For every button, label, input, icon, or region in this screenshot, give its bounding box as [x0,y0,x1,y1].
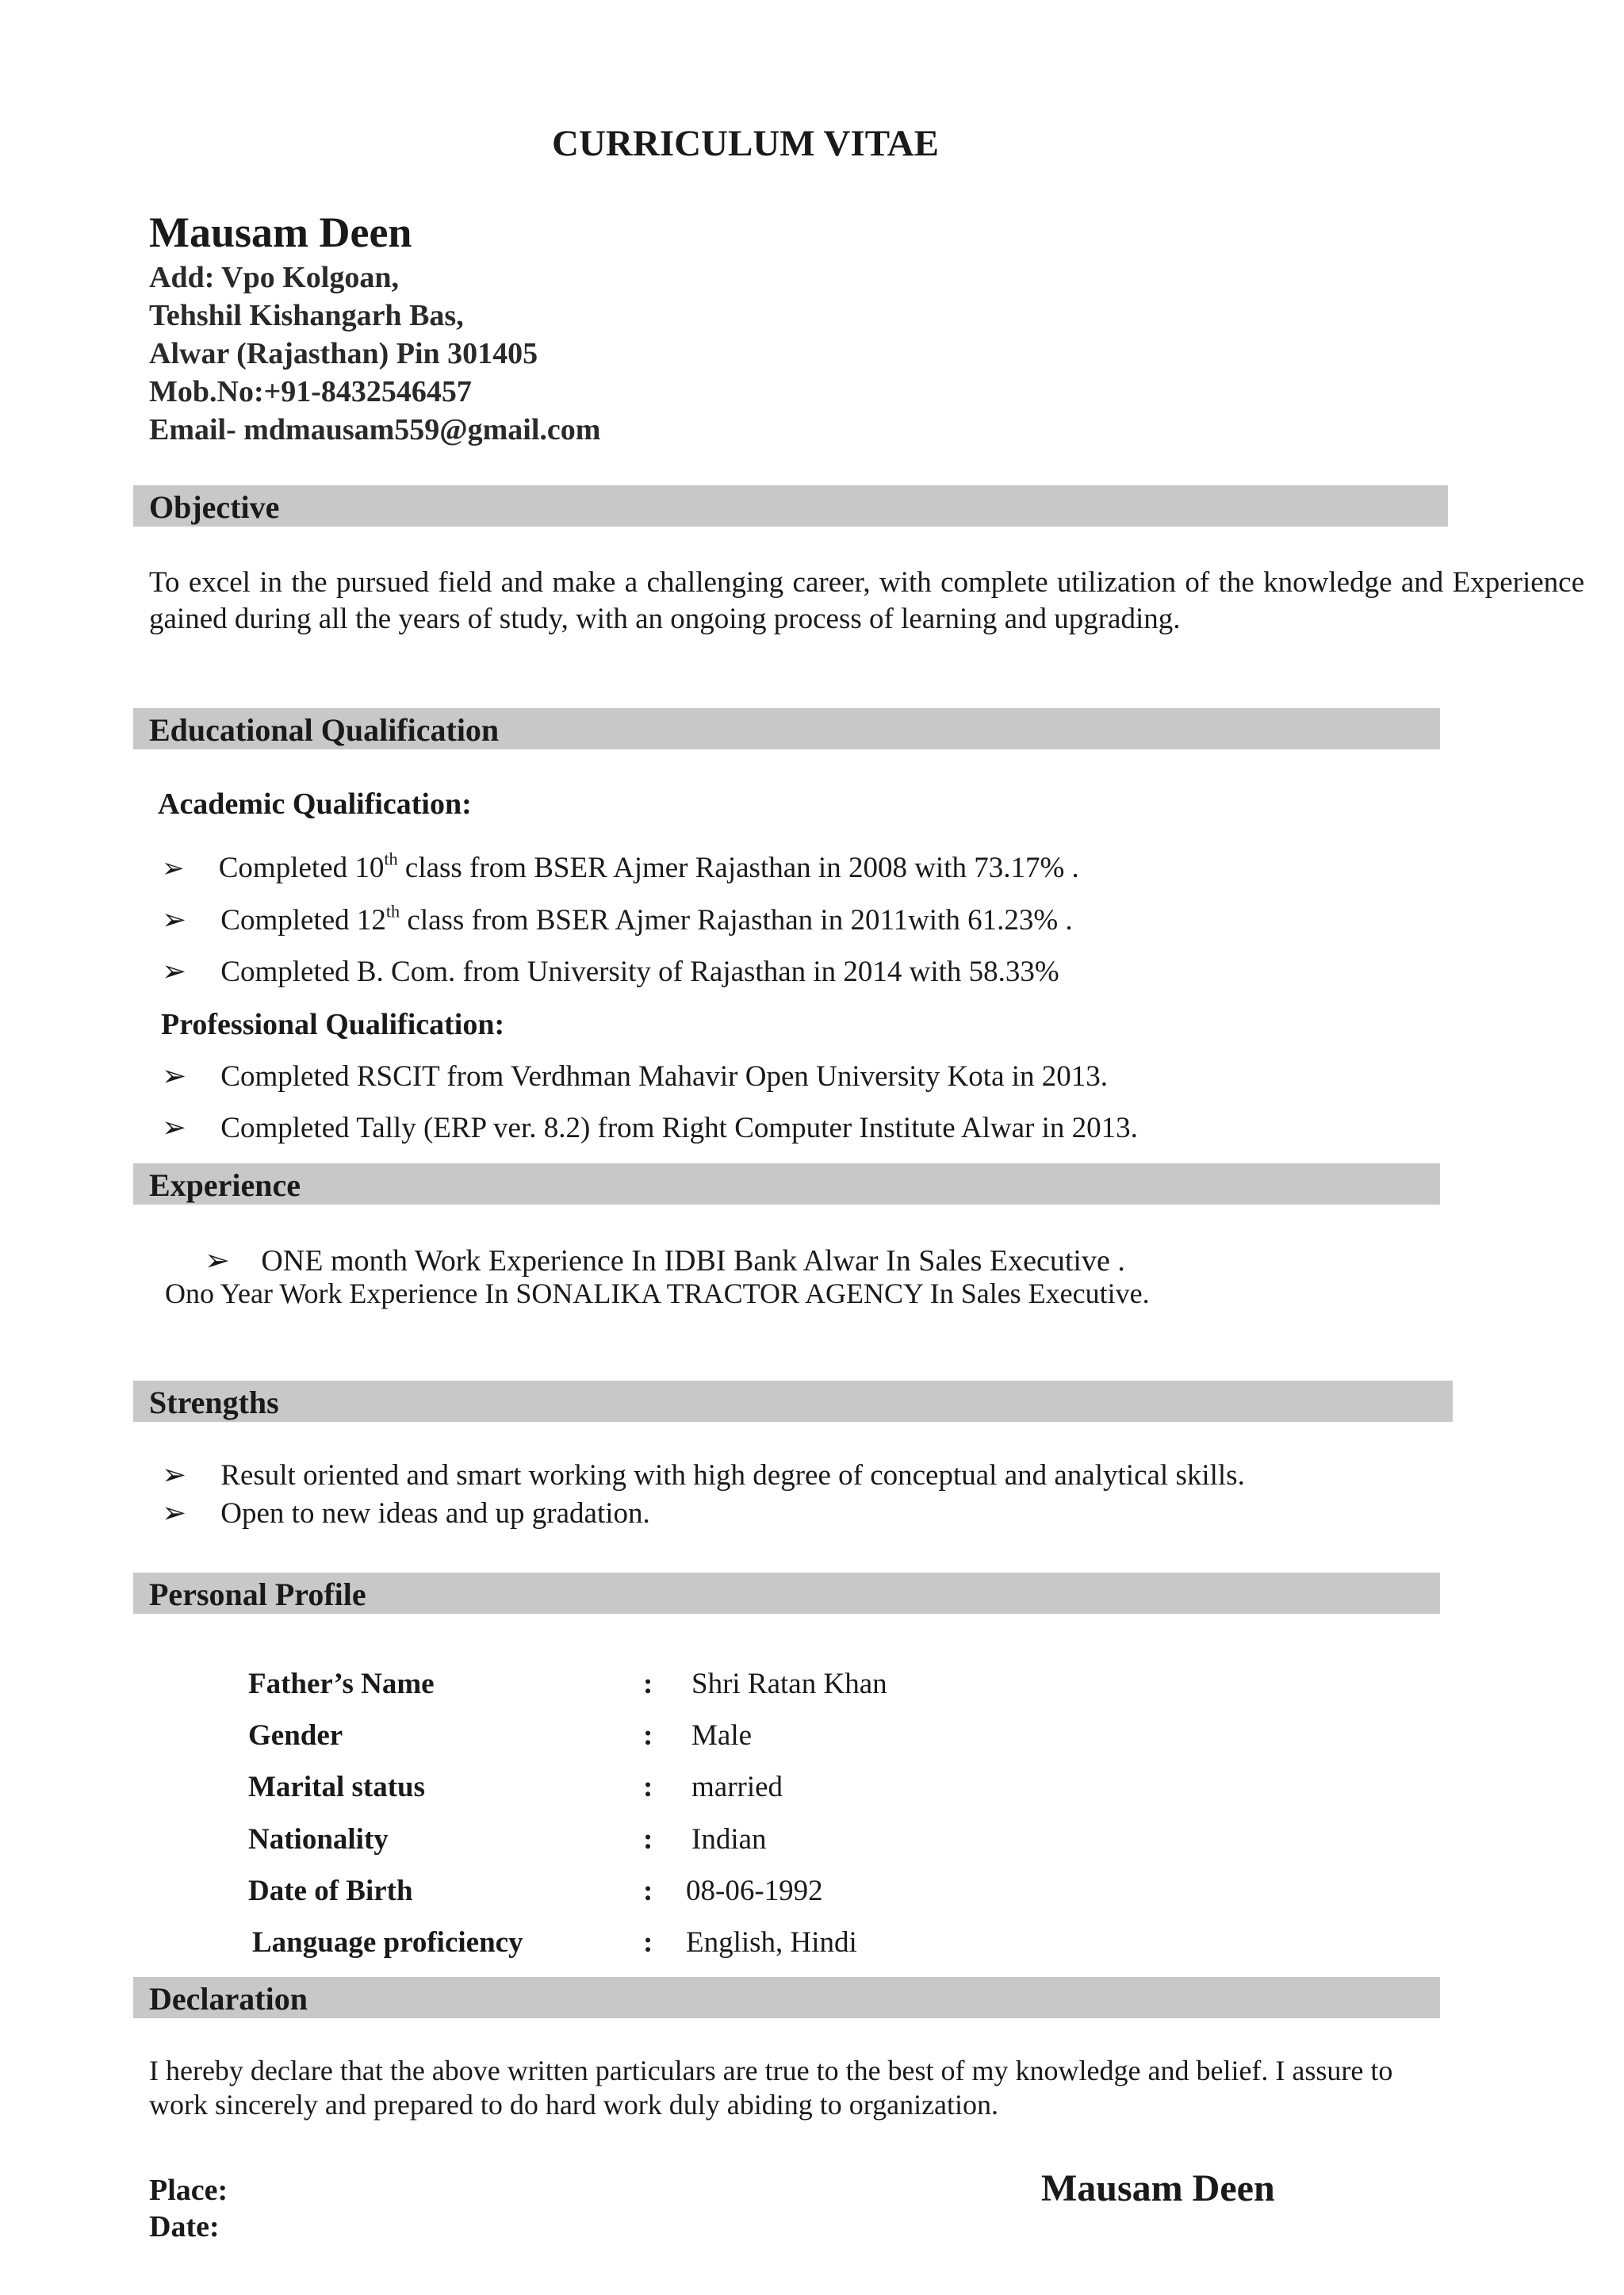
arrowhead-bullet-icon: ➢ [162,1459,187,1492]
document-title: CURRICULUM VITAE [552,123,939,164]
declaration-line-1: I hereby declare that the above written particulars are true to the best of my knowledge and belief. I assure to [149,2055,1393,2086]
academic-item-1: ➢ Completed 10th class from BSER Ajmer Rajasthan in 2008 with 73.17% . [162,849,1079,884]
experience-heading: Experience [149,1167,301,1203]
mobile-number: Mob.No:+91-8432546457 [149,375,472,408]
experience-section-header [133,1163,1440,1205]
address-line-3: Alwar (Rajasthan) Pin 301405 [149,337,538,370]
strength-item-1: ➢ Result oriented and smart working with high degree of conceptual and analytical skills. [162,1459,1245,1492]
academic-item-3: ➢ Completed B. Com. from University of Rajasthan in 2014 with 58.33% [162,956,1059,988]
language-proficiency-value: English, Hindi [686,1926,857,1959]
education-heading: Educational Qualification [149,712,500,748]
strength-item-2: ➢ Open to new ideas and up gradation. [162,1497,650,1530]
objective-text: To excel in the pursued field and make a challenging career, with complete utilization of the knowledge and Experience gained during all the years of study, with an ongoing process of learning and upgrading. [149,566,1584,635]
address-line-1: Add: Vpo Kolgoan, [149,261,400,294]
arrowhead-bullet-icon: ➢ [162,854,185,883]
nationality-label: Nationality [248,1823,389,1856]
marital-status-label: Marital status [248,1771,425,1803]
objective-section-header [133,485,1448,527]
date-of-birth-label: Date of Birth [248,1875,413,1907]
separator: : [643,1771,653,1803]
candidate-name: Mausam Deen [149,209,412,256]
professional-item-1: ➢ Completed RSCIT from Verdhman Mahavir Open University Kota in 2013. [162,1060,1109,1093]
experience-item-2: Ono Year Work Experience In SONALIKA TRACTOR AGENCY In Sales Executive. [165,1278,1150,1309]
signature-name: Mausam Deen [1041,2167,1275,2209]
fathers-name-label: Father’s Name [248,1668,435,1700]
gender-value: Male [691,1719,753,1752]
nationality-value: Indian [691,1823,767,1856]
strengths-heading: Strengths [149,1385,279,1420]
arrowhead-bullet-icon: ➢ [205,1244,230,1278]
arrowhead-bullet-icon: ➢ [162,1497,187,1530]
declaration-heading: Declaration [149,1981,308,2017]
professional-qualification-heading: Professional Qualification: [161,1008,505,1041]
separator: : [643,1875,653,1907]
separator: : [643,1668,653,1700]
arrowhead-bullet-icon: ➢ [162,1060,187,1093]
strengths-section-header [133,1381,1453,1422]
marital-status-value: married [691,1771,783,1803]
academic-item-2: ➢ Completed 12th class from BSER Ajmer Rajasthan in 2011with 61.23% . [162,901,1073,937]
separator: : [643,1719,653,1752]
professional-item-2: ➢ Completed Tally (ERP ver. 8.2) from Right Computer Institute Alwar in 2013. [162,1112,1138,1144]
arrowhead-bullet-icon: ➢ [162,956,187,988]
academic-qualification-heading: Academic Qualification: [158,787,472,821]
experience-item-1: ➢ ONE month Work Experience In IDBI Bank Alwar In Sales Executive . [205,1244,1125,1278]
personal-profile-heading: Personal Profile [149,1577,366,1612]
arrowhead-bullet-icon: ➢ [162,904,187,937]
place-label: Place: [149,2174,228,2207]
email-address: Email- mdmausam559@gmail.com [149,413,601,446]
education-section-header [133,708,1440,749]
gender-label: Gender [248,1719,343,1752]
declaration-section-header [133,1977,1440,2018]
arrowhead-bullet-icon: ➢ [162,1112,187,1144]
personal-profile-section-header [133,1573,1440,1614]
date-of-birth-value: 08-06-1992 [686,1875,823,1907]
language-proficiency-label: Language proficiency [252,1926,523,1959]
separator: : [643,1823,653,1856]
fathers-name-value: Shri Ratan Khan [691,1668,887,1700]
objective-heading: Objective [149,489,280,525]
address-line-2: Tehshil Kishangarh Bas, [149,299,464,332]
separator: : [643,1926,653,1959]
declaration-line-2: work sincerely and prepared to do hard work duly abiding to organization. [149,2089,999,2121]
date-label: Date: [149,2210,220,2243]
